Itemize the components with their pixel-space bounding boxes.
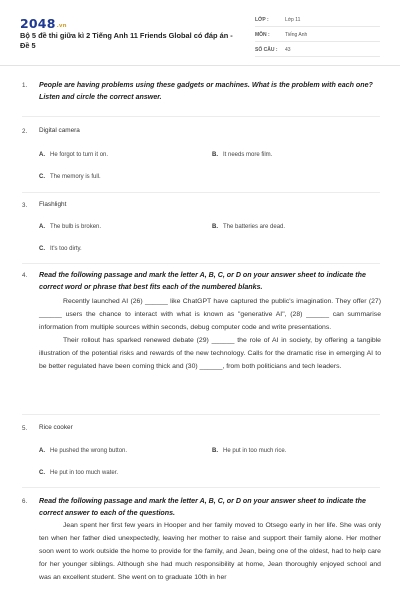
option-b[interactable]: B. It needs more film. xyxy=(212,152,273,158)
question-number: 2. xyxy=(22,128,28,135)
question-number: 3. xyxy=(22,202,28,209)
meta-class-row: LỚP : Lớp 11 xyxy=(255,14,380,27)
divider xyxy=(22,414,380,415)
question-text: Rice cooker xyxy=(39,424,73,431)
divider xyxy=(22,116,380,117)
meta-subject-row: MÔN : Tiếng Anh xyxy=(255,29,380,42)
option-b[interactable]: B. The batteries are dead. xyxy=(212,224,286,230)
question-number: 6. xyxy=(22,498,28,505)
reading-passage xyxy=(39,520,381,600)
question-number: 4. xyxy=(22,272,28,279)
option-a[interactable]: A. He pushed the wrong button. xyxy=(39,448,128,454)
reading-passage xyxy=(39,296,381,373)
meta-count-row: SỐ CÂU : 43 xyxy=(255,44,380,57)
question-text: Digital camera xyxy=(39,127,80,134)
question-number: 5. xyxy=(22,425,28,432)
question-instruction: Read the following passage and mark the letter A, B, C, or D on your answer sheet to indicate the correct answer to each of the questions. xyxy=(39,497,366,517)
option-c[interactable]: C. The memory is full. xyxy=(39,174,101,180)
option-c[interactable]: C. It's too dirty. xyxy=(39,246,82,252)
option-b[interactable]: B. He put in too much rice. xyxy=(212,448,287,454)
question-text: Flashlight xyxy=(39,201,67,208)
option-a[interactable]: A. The bulb is broken. xyxy=(39,224,102,230)
page-title: Bộ 5 đề thi giữa kì 2 Tiếng Anh 11 Friends Global có đáp án - Đề 5 xyxy=(20,31,233,50)
page-header xyxy=(0,0,400,66)
passage-paragraph: Their rollout has sparked renewed debate (29) ______ the role of AI in society, by offering a tangible illustration of the potential risks and rewards of the new technology. Calls for the dramatic rise in emerging AI to be better regulated have been coming thick and (30) ______, from both politicians and tech leaders. xyxy=(39,336,381,370)
site-logo[interactable]: 2048.vn xyxy=(20,16,67,31)
question-instruction: Read the following passage and mark the letter A, B, C, or D on your answer sheet to indicate the correct word or phrase that best fits each of the numbered blanks. xyxy=(39,271,366,291)
passage-paragraph: Recently launched AI (26) ______ like ChatGPT have captured the public's imagination. They offer (27) ______ users the chance to interact with what is known as "generative AI", (28) ______ can summarise information from multiple sources within seconds, debug computer code and write presentations. xyxy=(39,298,381,331)
question-instruction: People are having problems using these gadgets or machines. What is the problem with each one? Listen and circle the correct answer. xyxy=(39,81,373,101)
divider xyxy=(22,487,380,488)
option-c[interactable]: C. He put in too much water. xyxy=(39,470,119,476)
divider xyxy=(22,192,380,193)
question-number: 1. xyxy=(22,82,28,89)
passage-paragraph: Jean spent her first few years in Hooper and her family moved to Otsego early in her life. She was only ten when her father died unexpectedly, leaving her mother to raise and support their family alone. Her mother soon went to work outside the home to provide for the family, and Jean, being one of the oldest, had to help care for her younger siblings. Although she had much responsibility at home, Jean thoroughly enjoyed school and was an excellent student. She went on to graduate 10th in her xyxy=(39,522,381,581)
option-a[interactable]: A. He forgot to turn it on. xyxy=(39,152,109,158)
divider xyxy=(22,263,380,264)
